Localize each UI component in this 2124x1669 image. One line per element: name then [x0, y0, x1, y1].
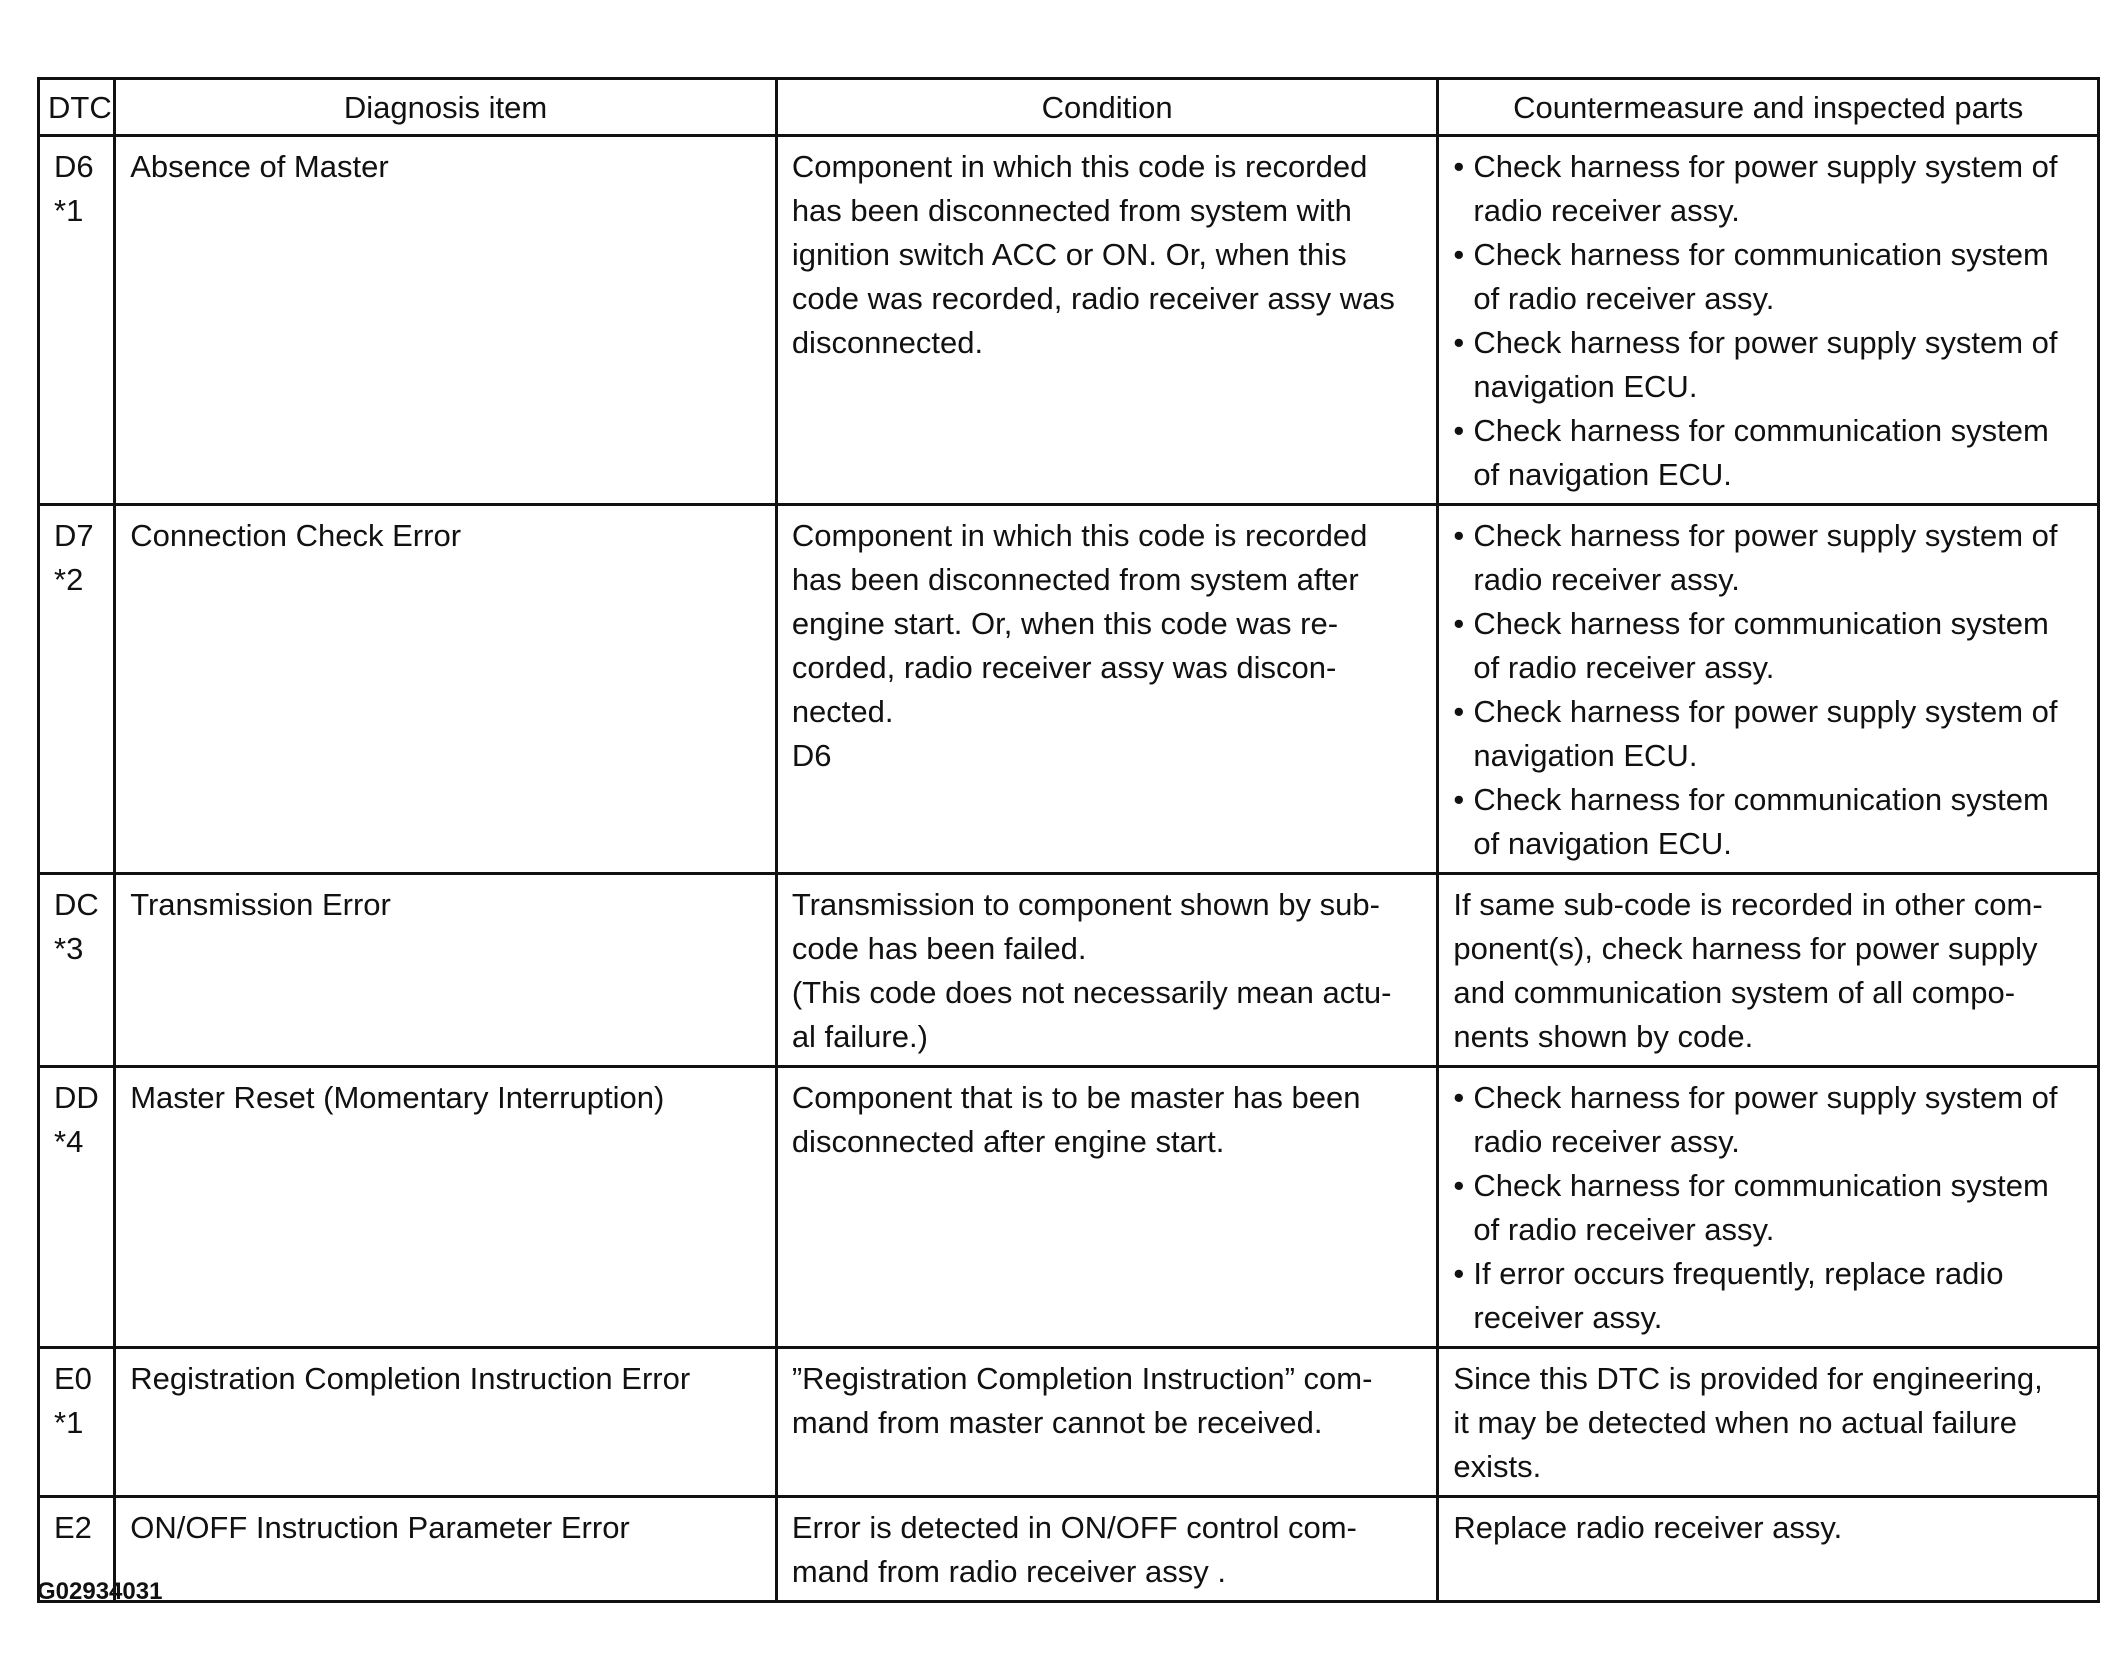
condition-cell: ”Registration Completion Instruction” com- mand from master cannot be received.: [776, 1348, 1438, 1497]
condition-cell: Component that is to be master has been disconnected after engine start.: [776, 1067, 1438, 1348]
table-row: [39, 136, 2099, 505]
table-row: [39, 874, 2099, 1067]
list-item: • Check harness for power supply system of radio receiver assy.: [1453, 145, 2083, 233]
header-dtc: DTC: [39, 79, 115, 136]
dtc-code-cell: [39, 505, 115, 874]
header-row: [39, 79, 2099, 136]
header-condition: Condition: [776, 79, 1438, 136]
dtc-code: E2: [54, 1510, 92, 1545]
list-item: • If error occurs frequently, replace radio receiver assy.: [1453, 1252, 2083, 1340]
list-item: • Check harness for communication system of navigation ECU.: [1453, 409, 2083, 497]
dtc-footnote: *1: [54, 1405, 84, 1440]
dtc-code-cell: [39, 1067, 115, 1348]
dtc-code: DC: [54, 887, 99, 922]
countermeasure-cell: If same sub-code is recorded in other com- ponent(s), check harness for power supply and communication system of all compo- nents shown by code.: [1438, 874, 2099, 1067]
list-item: • Check harness for communication system of radio receiver assy.: [1453, 602, 2083, 690]
list-item: • Check harness for power supply system of radio receiver assy.: [1453, 514, 2083, 602]
dtc-footnote: *3: [54, 931, 84, 966]
dtc-code-cell: [39, 1348, 115, 1497]
list-item: • Check harness for communication system of radio receiver assy.: [1453, 233, 2083, 321]
countermeasure-cell: [1438, 1067, 2099, 1348]
dtc-code: D6: [54, 149, 94, 184]
list-item: • Check harness for power supply system of navigation ECU.: [1453, 321, 2083, 409]
countermeasure-cell: [1438, 505, 2099, 874]
diagnosis-item: Master Reset (Momentary Interruption): [115, 1067, 777, 1348]
header-diagnosis-item: Diagnosis item: [115, 79, 777, 136]
dtc-footnote: *2: [54, 562, 84, 597]
countermeasure-list: [1453, 1076, 2083, 1340]
dtc-code: D7: [54, 518, 94, 553]
condition-cell: Component in which this code is recorded has been disconnected from system after engine start. Or, when this code was re- corded, radio receiver assy was discon- nected. D6: [776, 505, 1438, 874]
figure-id: G02934031: [37, 1578, 163, 1605]
diagnosis-item: Connection Check Error: [115, 505, 777, 874]
dtc-code: E0: [54, 1361, 92, 1396]
diagnosis-item: ON/OFF Instruction Parameter Error: [115, 1497, 777, 1602]
condition-cell: Transmission to component shown by sub- code has been failed. (This code does not necessarily mean actu- al failure.): [776, 874, 1438, 1067]
table-row: [39, 1348, 2099, 1497]
dtc-footnote: *1: [54, 193, 84, 228]
list-item: • Check harness for power supply system of radio receiver assy.: [1453, 1076, 2083, 1164]
diagnosis-item: Absence of Master: [115, 136, 777, 505]
countermeasure-cell: [1438, 136, 2099, 505]
countermeasure-cell: Replace radio receiver assy.: [1438, 1497, 2099, 1602]
table-row: [39, 1497, 2099, 1602]
list-item: • Check harness for communication system of navigation ECU.: [1453, 778, 2083, 866]
dtc-code-cell: [39, 874, 115, 1067]
table-row: [39, 1067, 2099, 1348]
dtc-footnote: *4: [54, 1124, 84, 1159]
condition-cell: Error is detected in ON/OFF control com- mand from radio receiver assy .: [776, 1497, 1438, 1602]
countermeasure-list: [1453, 145, 2083, 497]
list-item: • Check harness for power supply system of navigation ECU.: [1453, 690, 2083, 778]
dtc-table: [37, 77, 2100, 1603]
diagnosis-item: Registration Completion Instruction Error: [115, 1348, 777, 1497]
countermeasure-list: [1453, 514, 2083, 866]
dtc-code-cell: [39, 136, 115, 505]
countermeasure-cell: Since this DTC is provided for engineering, it may be detected when no actual failure exists.: [1438, 1348, 2099, 1497]
dtc-code: DD: [54, 1080, 99, 1115]
table-row: [39, 505, 2099, 874]
header-countermeasure: Countermeasure and inspected parts: [1438, 79, 2099, 136]
diagnosis-item: Transmission Error: [115, 874, 777, 1067]
condition-cell: Component in which this code is recorded has been disconnected from system with ignition switch ACC or ON. Or, when this code was recorded, radio receiver assy was disconnected.: [776, 136, 1438, 505]
list-item: • Check harness for communication system of radio receiver assy.: [1453, 1164, 2083, 1252]
